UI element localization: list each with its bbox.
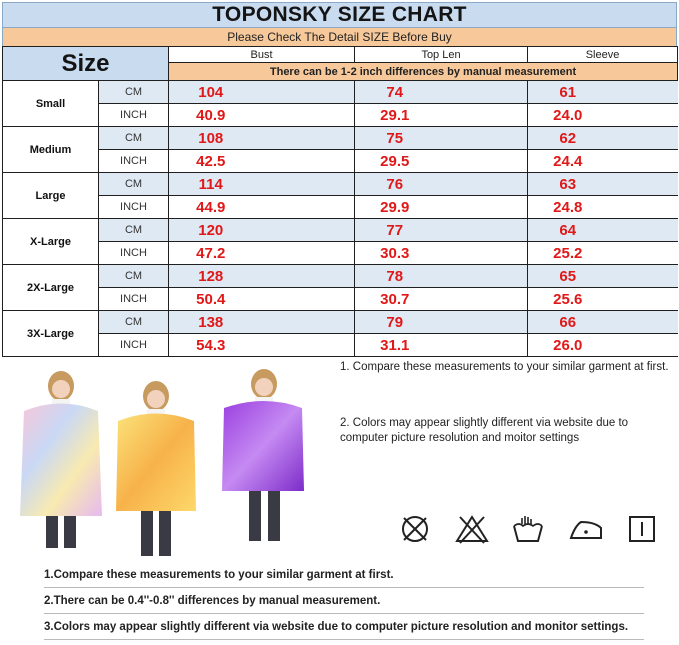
cell-spacer [608, 104, 678, 127]
measurement-value: 61 [528, 81, 608, 104]
bottom-notes [44, 562, 644, 640]
cell-spacer [435, 173, 528, 196]
cell-spacer [253, 150, 355, 173]
cell-spacer [608, 242, 678, 265]
cell-spacer [253, 196, 355, 219]
column-header-sleeve: Sleeve [528, 47, 678, 63]
measurement-value: 24.4 [528, 150, 608, 173]
unit-label: CM [99, 173, 169, 196]
table-row [3, 288, 678, 311]
measurement-value: 25.2 [528, 242, 608, 265]
model-photos [6, 366, 326, 562]
measurement-value: 40.9 [169, 104, 253, 127]
table-row [3, 196, 678, 219]
measurement-value: 79 [355, 311, 435, 334]
measurement-value: 63 [528, 173, 608, 196]
measurement-value: 75 [355, 127, 435, 150]
cell-spacer [253, 127, 355, 150]
size-label: 2X-Large [3, 265, 99, 311]
measurement-value: 54.3 [169, 334, 253, 357]
measurement-value: 66 [528, 311, 608, 334]
cell-spacer [435, 104, 528, 127]
bottom-note-2: 2.There can be 0.4''-0.8'' differences by manual measurement. [44, 588, 644, 614]
size-label: Small [3, 81, 99, 127]
bottom-note-3: 3.Colors may appear slightly different via website due to computer picture resolution and monitor settings. [44, 614, 644, 640]
cell-spacer [435, 242, 528, 265]
measurement-value: 50.4 [169, 288, 253, 311]
cell-spacer [435, 127, 528, 150]
model-pastel [20, 371, 102, 548]
cell-spacer [435, 265, 528, 288]
measurement-value: 29.9 [355, 196, 435, 219]
cell-spacer [253, 104, 355, 127]
chart-title: TOPONSKY SIZE CHART [212, 3, 467, 26]
cell-spacer [253, 173, 355, 196]
cell-spacer [608, 265, 678, 288]
unit-label: INCH [99, 288, 169, 311]
hand-wash-icon [511, 514, 545, 544]
cell-spacer [435, 81, 528, 104]
table-row [3, 81, 678, 104]
cell-spacer [608, 288, 678, 311]
measurement-value: 138 [169, 311, 253, 334]
cell-spacer [253, 242, 355, 265]
cell-spacer [435, 334, 528, 357]
unit-label: CM [99, 127, 169, 150]
note-right-1: 1. Compare these measurements to your similar garment at first. [340, 361, 669, 373]
do-not-bleach-icon [454, 514, 490, 544]
table-row [3, 104, 678, 127]
table-row [3, 242, 678, 265]
unit-label: CM [99, 81, 169, 104]
table-row [3, 219, 678, 242]
do-not-wash-icon [398, 514, 432, 544]
cell-spacer [253, 219, 355, 242]
bottom-note-1: 1.Compare these measurements to your similar garment at first. [44, 562, 644, 588]
table-row [3, 265, 678, 288]
cell-spacer [253, 81, 355, 104]
unit-label: INCH [99, 334, 169, 357]
cell-spacer [608, 150, 678, 173]
measurement-value: 77 [355, 219, 435, 242]
measurement-value: 31.1 [355, 334, 435, 357]
cell-spacer [608, 219, 678, 242]
subtitle-bar [2, 28, 677, 46]
cell-spacer [435, 196, 528, 219]
table-row [3, 334, 678, 357]
table-row [3, 311, 678, 334]
note-right-2: 2. Colors may appear slightly different via website due to computer picture resolution and moitor settings [340, 417, 629, 444]
size-table [2, 46, 678, 357]
measurement-value: 128 [169, 265, 253, 288]
chart-title-bar [2, 2, 677, 28]
measurement-value: 30.3 [355, 242, 435, 265]
measurement-value: 104 [169, 81, 253, 104]
measurement-value: 26.0 [528, 334, 608, 357]
measurement-value: 65 [528, 265, 608, 288]
cell-spacer [435, 219, 528, 242]
chart-subtitle: Please Check The Detail SIZE Before Buy [227, 30, 452, 44]
unit-label: INCH [99, 242, 169, 265]
table-row [3, 150, 678, 173]
cell-spacer [253, 311, 355, 334]
cell-spacer [608, 81, 678, 104]
cell-spacer [608, 173, 678, 196]
measurement-value: 76 [355, 173, 435, 196]
size-label: Medium [3, 127, 99, 173]
measurement-value: 62 [528, 127, 608, 150]
measurement-value: 24.0 [528, 104, 608, 127]
measurement-value: 24.8 [528, 196, 608, 219]
cell-spacer [435, 311, 528, 334]
notes-right [340, 360, 676, 446]
measurement-value: 29.1 [355, 104, 435, 127]
cell-spacer [253, 288, 355, 311]
cell-spacer [608, 127, 678, 150]
care-icons [398, 512, 658, 546]
column-header-bust: Bust [169, 47, 355, 63]
measurement-note: There can be 1-2 inch differences by manual measurement [169, 63, 678, 81]
size-label: Large [3, 173, 99, 219]
measurement-value: 78 [355, 265, 435, 288]
size-label: X-Large [3, 219, 99, 265]
measurement-value: 74 [355, 81, 435, 104]
measurement-value: 114 [169, 173, 253, 196]
column-header-top-len: Top Len [355, 47, 528, 63]
cell-spacer [608, 311, 678, 334]
unit-label: CM [99, 311, 169, 334]
size-label: 3X-Large [3, 311, 99, 357]
low-iron-icon [567, 514, 605, 544]
cell-spacer [435, 288, 528, 311]
cell-spacer [608, 334, 678, 357]
unit-label: INCH [99, 196, 169, 219]
tumble-dry-icon [626, 514, 658, 544]
measurement-value: 42.5 [169, 150, 253, 173]
model-yellow [116, 381, 196, 556]
table-row [3, 173, 678, 196]
size-header: Size [3, 47, 169, 81]
measurement-value: 30.7 [355, 288, 435, 311]
measurement-value: 44.9 [169, 196, 253, 219]
measurement-value: 25.6 [528, 288, 608, 311]
measurement-value: 29.5 [355, 150, 435, 173]
measurement-value: 120 [169, 219, 253, 242]
unit-label: INCH [99, 104, 169, 127]
cell-spacer [435, 150, 528, 173]
measurement-value: 64 [528, 219, 608, 242]
unit-label: CM [99, 219, 169, 242]
model-purple [222, 369, 304, 541]
unit-label: INCH [99, 150, 169, 173]
cell-spacer [253, 265, 355, 288]
cell-spacer [608, 196, 678, 219]
measurement-value: 47.2 [169, 242, 253, 265]
unit-label: CM [99, 265, 169, 288]
measurement-value: 108 [169, 127, 253, 150]
cell-spacer [253, 334, 355, 357]
table-row [3, 127, 678, 150]
